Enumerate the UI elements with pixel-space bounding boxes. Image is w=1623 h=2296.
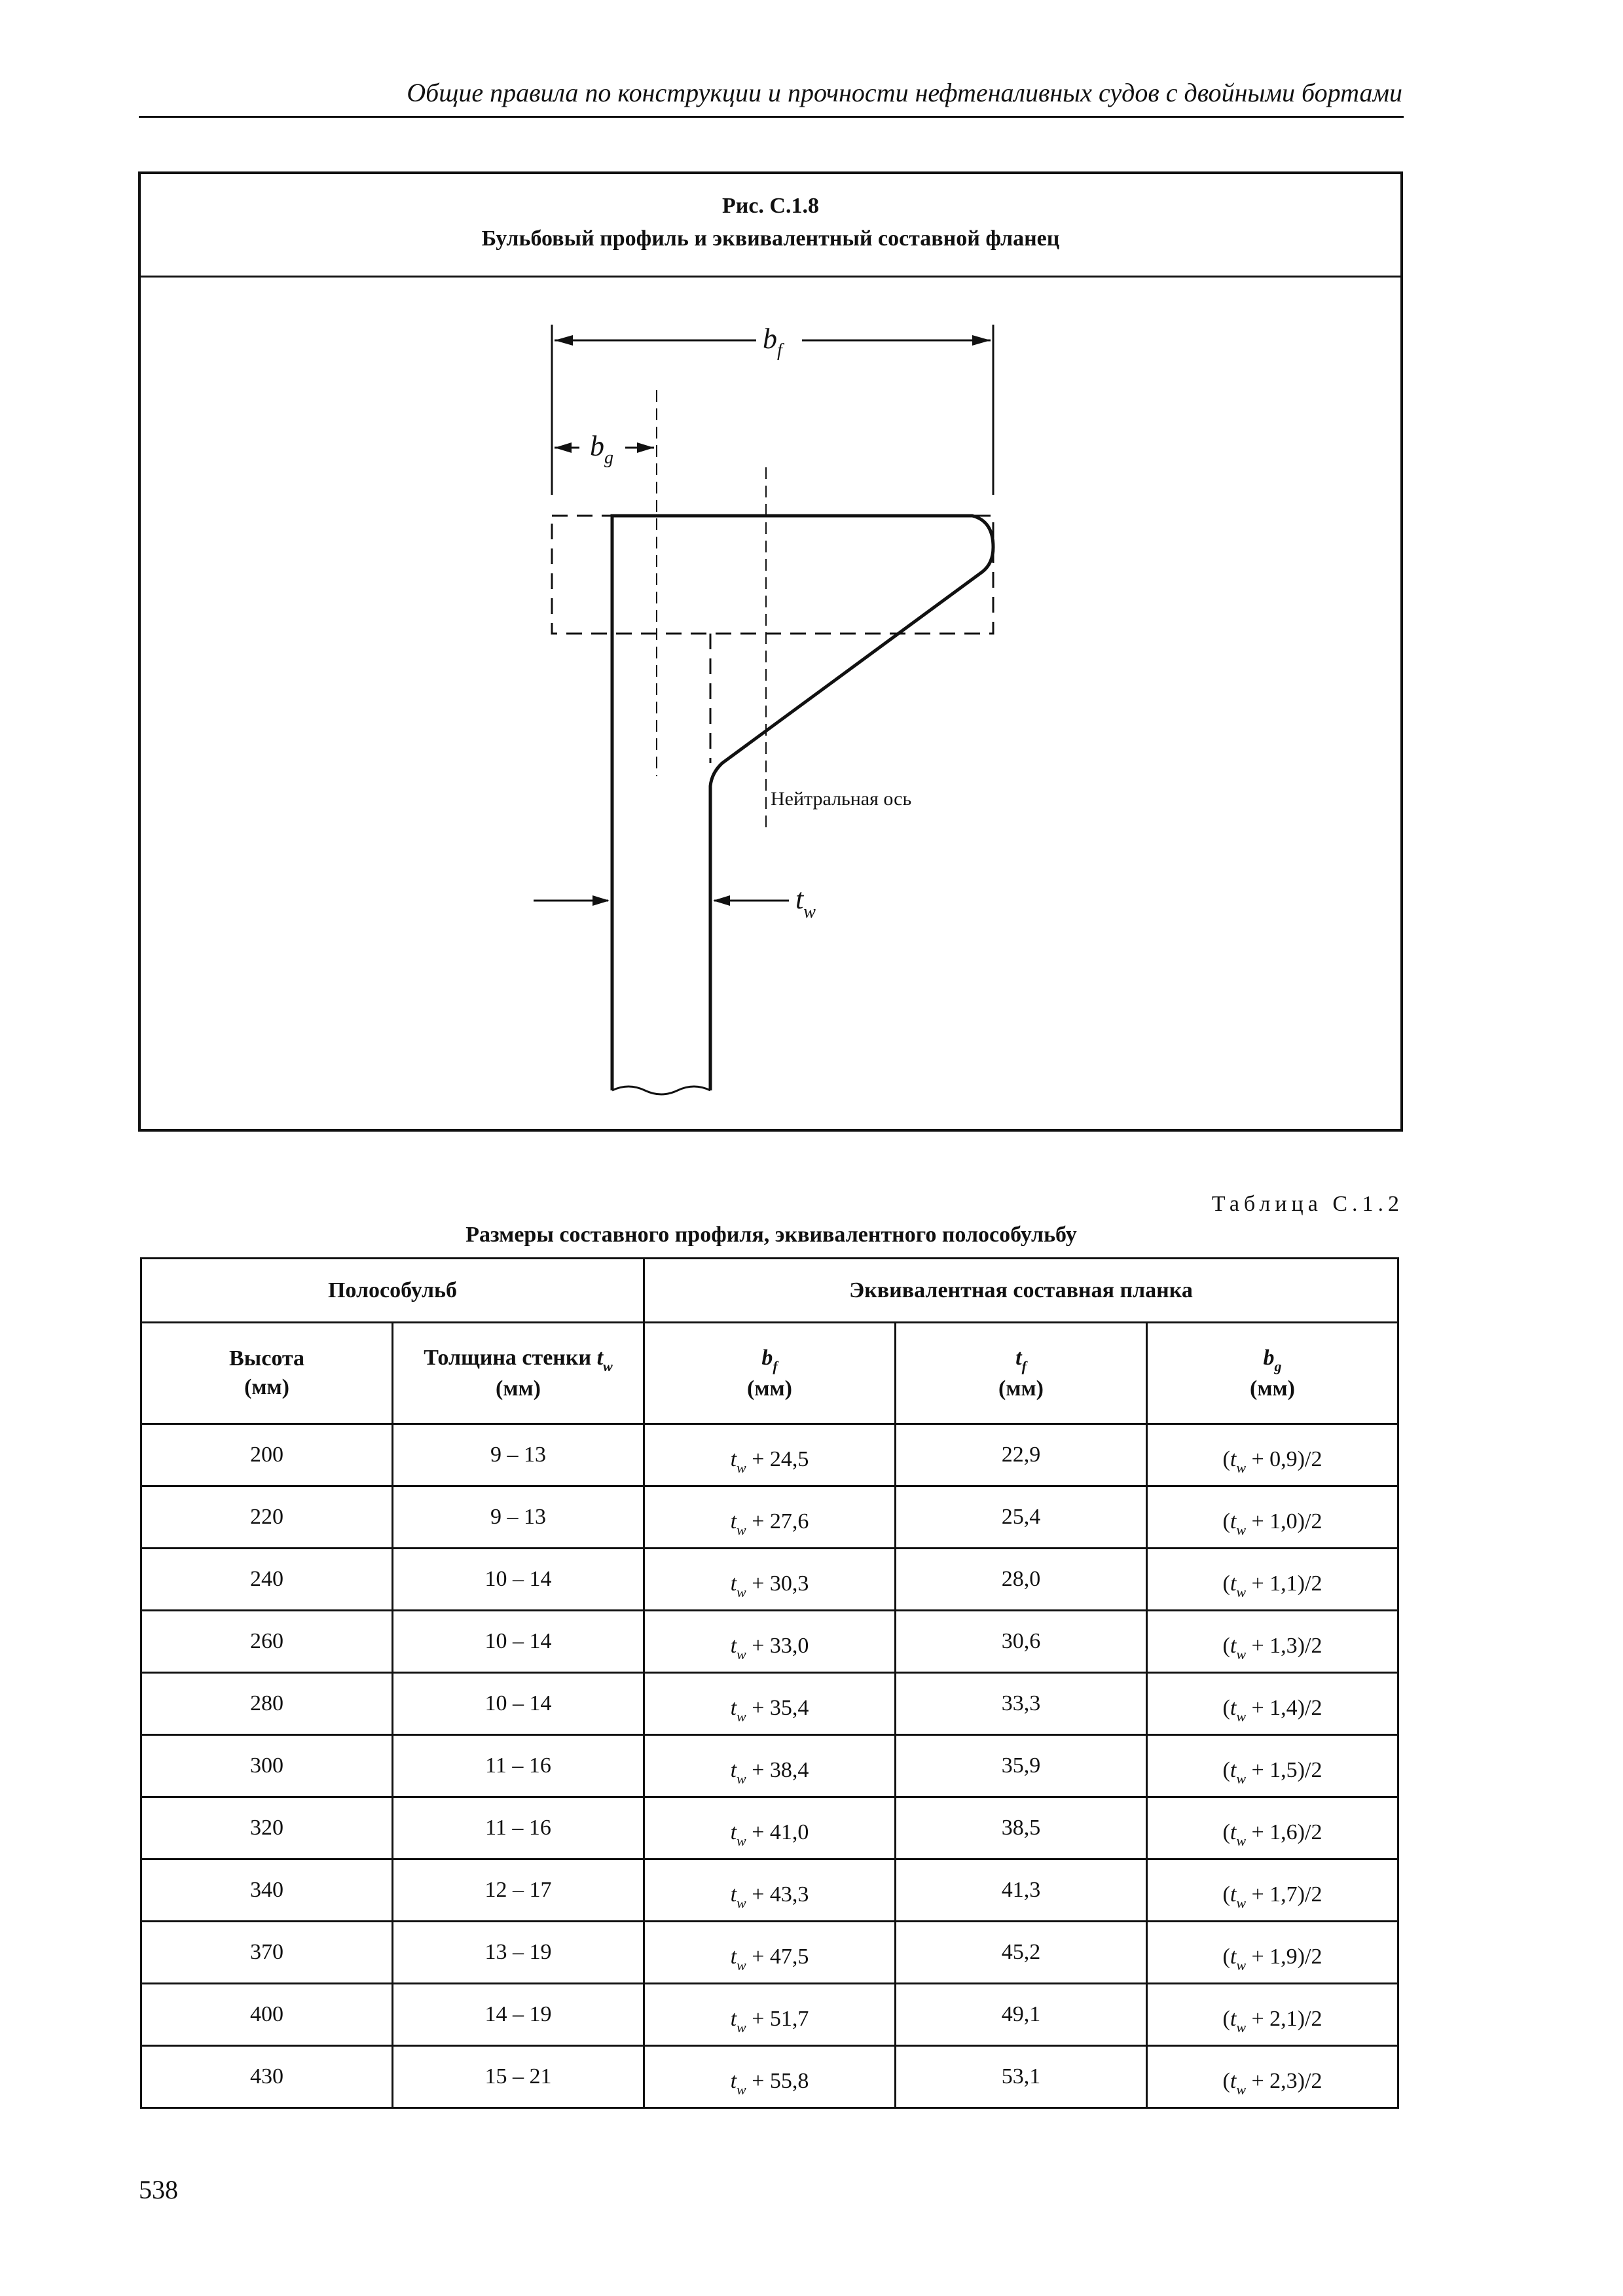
cell-web-thickness: 11 – 16 xyxy=(393,1735,644,1797)
bf-arrowhead-left xyxy=(555,335,573,346)
group-header-bulb: Полособульб xyxy=(141,1259,644,1323)
cell-tf: 41,3 xyxy=(896,1859,1147,1922)
cell-tf: 30,6 xyxy=(896,1611,1147,1673)
cell-tf: 22,9 xyxy=(896,1424,1147,1486)
cell-height: 400 xyxy=(141,1984,393,2046)
cell-bf: $t_w + 27,6$ xyxy=(644,1486,896,1549)
table-row xyxy=(141,1549,1398,1611)
cell-height: 370 xyxy=(141,1922,393,1984)
cell-height: 240 xyxy=(141,1549,393,1611)
header-rule xyxy=(139,116,1404,118)
cell-tf: 53,1 xyxy=(896,2046,1147,2108)
cell-height: 320 xyxy=(141,1797,393,1859)
bg-arrowhead-right xyxy=(637,442,654,453)
column-header-height: Высота (мм) xyxy=(141,1323,393,1424)
table-row xyxy=(141,1735,1398,1797)
bulb-profile-drawing xyxy=(141,174,1400,1129)
cell-bg: $(t_w + 0,9)/2$ xyxy=(1147,1424,1398,1486)
cell-web-thickness: 10 – 14 xyxy=(393,1549,644,1611)
cell-tf: 35,9 xyxy=(896,1735,1147,1797)
table-row xyxy=(141,1611,1398,1673)
table-row xyxy=(141,2046,1398,2108)
running-header: Общие правила по конструкции и прочности нефтеналивных судов с двойными бортами xyxy=(407,78,1402,107)
cell-bg: $(t_w + 1,0)/2$ xyxy=(1147,1486,1398,1549)
cell-bf: $t_w + 38,4$ xyxy=(644,1735,896,1797)
cell-bf: $t_w + 47,5$ xyxy=(644,1922,896,1984)
tw-label: $t_w$ xyxy=(795,883,816,922)
page-number: 538 xyxy=(139,2175,178,2204)
cell-tf: 45,2 xyxy=(896,1922,1147,1984)
table-row xyxy=(141,1424,1398,1486)
table-row xyxy=(141,1797,1398,1859)
table-number: Таблица С.1.2 xyxy=(1211,1192,1404,1216)
bg-label: $b_g$ xyxy=(590,430,613,468)
cell-tf: 33,3 xyxy=(896,1673,1147,1735)
cell-height: 340 xyxy=(141,1859,393,1922)
cell-tf: 25,4 xyxy=(896,1486,1147,1549)
cell-web-thickness: 14 – 19 xyxy=(393,1984,644,2046)
figure-number: Рис. С.1.8 xyxy=(721,194,819,218)
table-body xyxy=(141,1424,1398,2108)
column-header-web-thickness: Толщина стенки $t_w$ (мм) xyxy=(393,1323,644,1424)
table-title: Размеры составного профиля, эквивалентного полособульбу xyxy=(465,1223,1077,1247)
cell-tf: 49,1 xyxy=(896,1984,1147,2046)
cell-height: 300 xyxy=(141,1735,393,1797)
cell-bg: $(t_w + 1,3)/2$ xyxy=(1147,1611,1398,1673)
bg-arrowhead-left xyxy=(555,442,572,453)
figure-frame xyxy=(138,171,1403,1132)
table-row xyxy=(141,1984,1398,2046)
cell-bf: $t_w + 24,5$ xyxy=(644,1424,896,1486)
column-header-tf: $t_f$ (мм) xyxy=(896,1323,1147,1424)
cell-web-thickness: 10 – 14 xyxy=(393,1673,644,1735)
cell-web-thickness: 9 – 13 xyxy=(393,1424,644,1486)
cell-web-thickness: 11 – 16 xyxy=(393,1797,644,1859)
cell-bg: $(t_w + 1,6)/2$ xyxy=(1147,1797,1398,1859)
cell-bf: $t_w + 43,3$ xyxy=(644,1859,896,1922)
break-line xyxy=(612,1086,710,1094)
tw-arrowhead-right xyxy=(713,895,730,906)
equivalent-flange-outline xyxy=(552,516,993,634)
dimensions-table xyxy=(140,1257,1399,2109)
cell-bg: $(t_w + 1,9)/2$ xyxy=(1147,1922,1398,1984)
group-header-equivalent: Эквивалентная составная планка xyxy=(644,1259,1398,1323)
cell-bf: $t_w + 35,4$ xyxy=(644,1673,896,1735)
table-row xyxy=(141,1486,1398,1549)
cell-bf: $t_w + 30,3$ xyxy=(644,1549,896,1611)
cell-bf: $t_w + 55,8$ xyxy=(644,2046,896,2108)
cell-height: 260 xyxy=(141,1611,393,1673)
cell-bg: $(t_w + 2,3)/2$ xyxy=(1147,2046,1398,2108)
cell-web-thickness: 9 – 13 xyxy=(393,1486,644,1549)
tw-arrowhead-left xyxy=(593,895,610,906)
cell-web-thickness: 10 – 14 xyxy=(393,1611,644,1673)
cell-height: 280 xyxy=(141,1673,393,1735)
cell-height: 200 xyxy=(141,1424,393,1486)
table-row xyxy=(141,1673,1398,1735)
table-row xyxy=(141,1922,1398,1984)
cell-bf: $t_w + 51,7$ xyxy=(644,1984,896,2046)
cell-bf: $t_w + 33,0$ xyxy=(644,1611,896,1673)
cell-height: 220 xyxy=(141,1486,393,1549)
cell-bg: $(t_w + 1,1)/2$ xyxy=(1147,1549,1398,1611)
cell-tf: 28,0 xyxy=(896,1549,1147,1611)
table-row xyxy=(141,1859,1398,1922)
cell-web-thickness: 15 – 21 xyxy=(393,2046,644,2108)
cell-bg: $(t_w + 1,5)/2$ xyxy=(1147,1735,1398,1797)
neutral-axis-label: Нейтральная ось xyxy=(771,788,912,810)
cell-bg: $(t_w + 1,4)/2$ xyxy=(1147,1673,1398,1735)
cell-web-thickness: 12 – 17 xyxy=(393,1859,644,1922)
cell-height: 430 xyxy=(141,2046,393,2108)
cell-web-thickness: 13 – 19 xyxy=(393,1922,644,1984)
cell-bg: $(t_w + 2,1)/2$ xyxy=(1147,1984,1398,2046)
column-header-bg: $b_g$ (мм) xyxy=(1147,1323,1398,1424)
cell-tf: 38,5 xyxy=(896,1797,1147,1859)
cell-bg: $(t_w + 1,7)/2$ xyxy=(1147,1859,1398,1922)
column-header-bf: $b_f$ (мм) xyxy=(644,1323,896,1424)
bf-arrowhead-right xyxy=(972,335,991,346)
bf-label: $b_f$ xyxy=(763,323,782,361)
figure-title: Бульбовый профиль и эквивалентный составной фланец xyxy=(481,226,1060,251)
cell-bf: $t_w + 41,0$ xyxy=(644,1797,896,1859)
